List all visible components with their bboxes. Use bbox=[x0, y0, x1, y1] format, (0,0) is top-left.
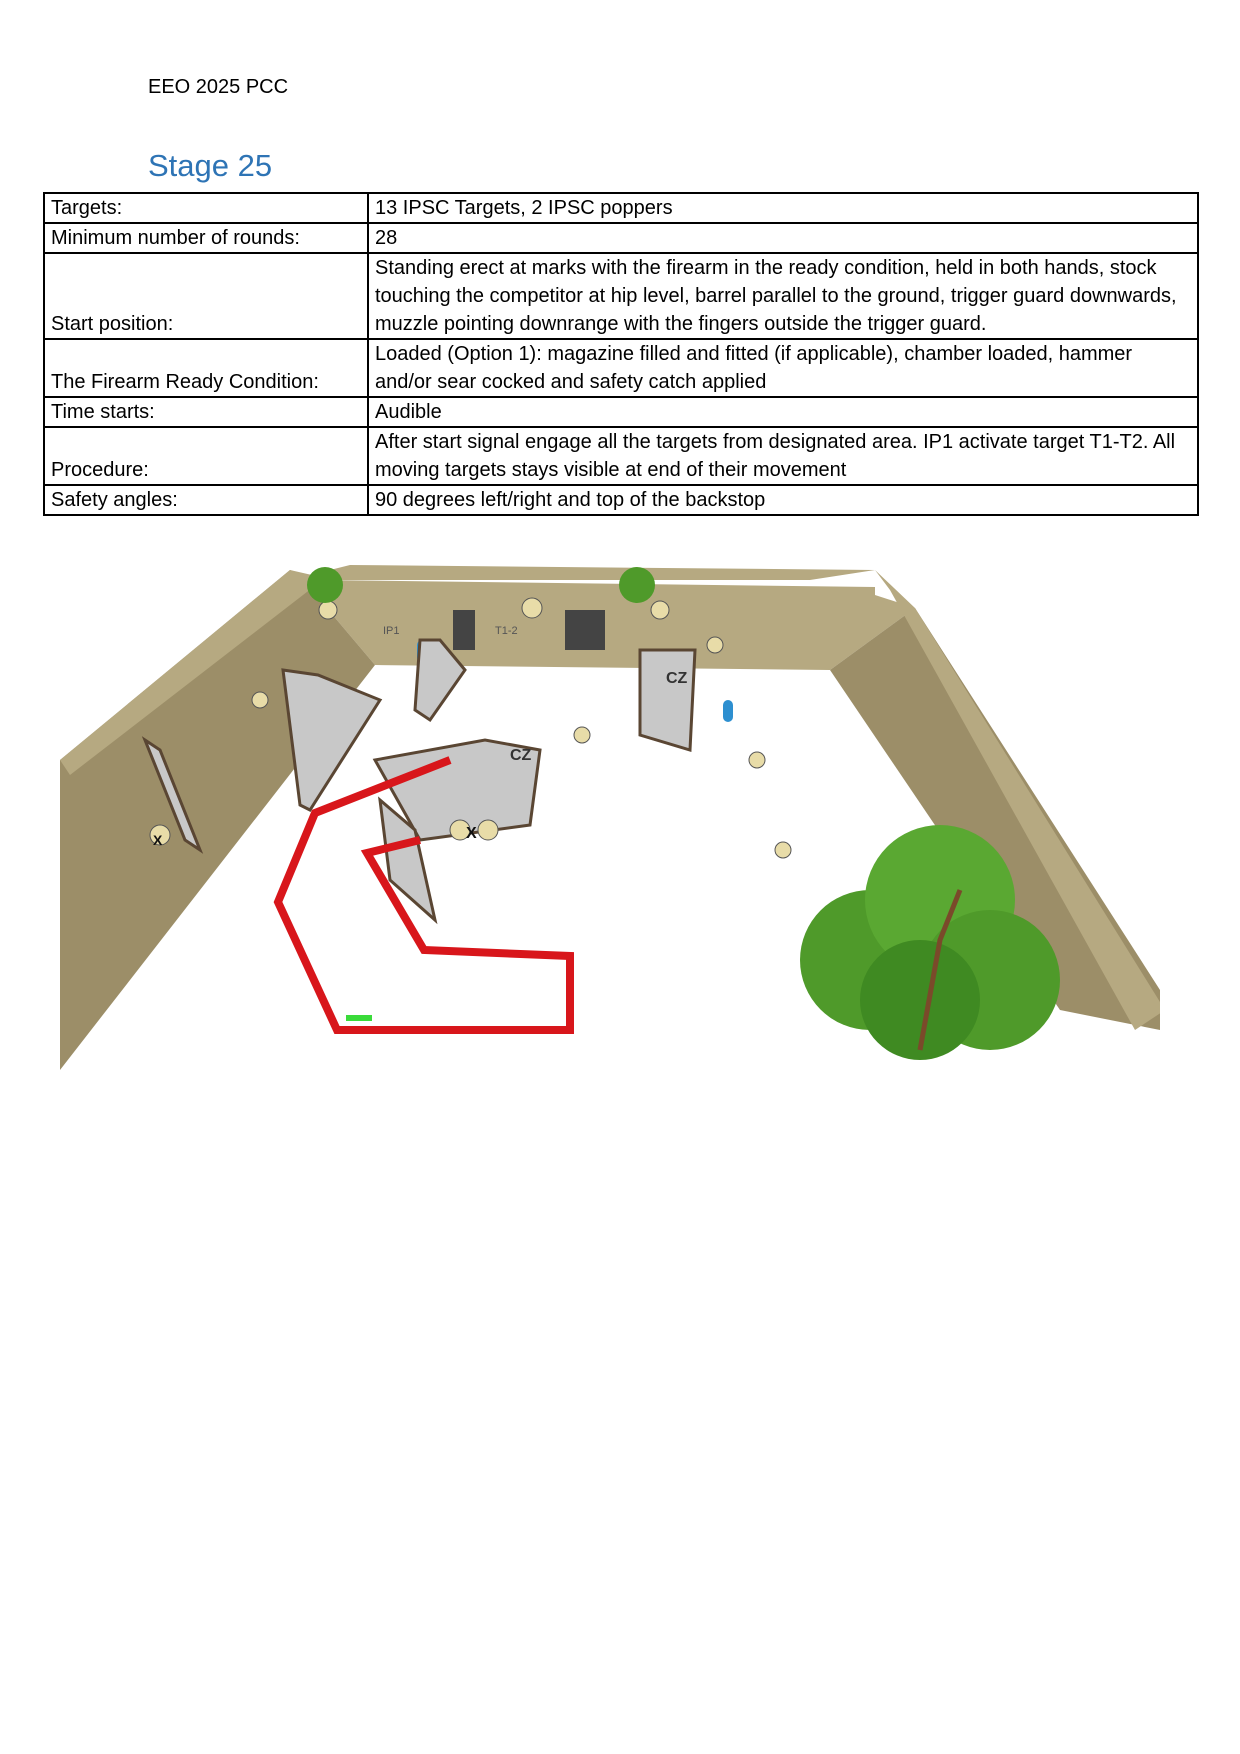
steel-cover bbox=[453, 610, 475, 650]
row-value: After start signal engage all the targets from designated area. IP1 activate target T1-T2. All moving targets stays visible at end of their movement bbox=[368, 427, 1198, 485]
table-row bbox=[44, 223, 1198, 253]
stage-diagram bbox=[60, 560, 1160, 1180]
row-label: Targets: bbox=[44, 193, 368, 223]
page-header: EEO 2025 PCC bbox=[148, 76, 289, 98]
row-label: Minimum number of rounds: bbox=[44, 223, 368, 253]
target bbox=[319, 601, 337, 619]
popper-right bbox=[723, 700, 733, 722]
cz-logo: CZ bbox=[510, 747, 532, 764]
target bbox=[651, 601, 669, 619]
row-value: Audible bbox=[368, 397, 1198, 427]
table-row bbox=[44, 193, 1198, 223]
target bbox=[522, 598, 542, 618]
back-wall bbox=[290, 565, 875, 580]
row-label: Start position: bbox=[44, 253, 368, 339]
small-tree bbox=[307, 567, 343, 603]
row-value: Standing erect at marks with the firearm in the ready condition, held in both hands, stock touching the competitor at hip level, barrel parallel to the ground, trigger guard downwards, muzzle pointing downrange with the fingers outside the trigger guard. bbox=[368, 253, 1198, 339]
panel-cz bbox=[640, 650, 695, 750]
row-label: Procedure: bbox=[44, 427, 368, 485]
target bbox=[707, 637, 723, 653]
small-tree bbox=[619, 567, 655, 603]
target bbox=[775, 842, 791, 858]
target bbox=[749, 752, 765, 768]
table-row bbox=[44, 485, 1198, 515]
t12-label: T1-2 bbox=[495, 625, 518, 637]
no-shoot-mark: X bbox=[466, 825, 477, 842]
row-value: 28 bbox=[368, 223, 1198, 253]
start-mark bbox=[346, 1015, 372, 1021]
target bbox=[252, 692, 268, 708]
table-row bbox=[44, 339, 1198, 397]
stage-info-table bbox=[43, 192, 1199, 516]
ip1-label: IP1 bbox=[383, 625, 400, 637]
cz-logo: CZ bbox=[666, 670, 688, 687]
no-shoot-mark: X bbox=[153, 832, 163, 848]
table-row bbox=[44, 397, 1198, 427]
row-value: Loaded (Option 1): magazine filled and fitted (if applicable), chamber loaded, hammer and/or sear cocked and safety catch applied bbox=[368, 339, 1198, 397]
target bbox=[574, 727, 590, 743]
row-label: The Firearm Ready Condition: bbox=[44, 339, 368, 397]
row-label: Time starts: bbox=[44, 397, 368, 427]
target bbox=[478, 820, 498, 840]
row-value: 90 degrees left/right and top of the backstop bbox=[368, 485, 1198, 515]
steel-cover bbox=[565, 610, 605, 650]
back-wall-face bbox=[320, 580, 915, 670]
table-row bbox=[44, 253, 1198, 339]
table-row bbox=[44, 427, 1198, 485]
stage-title: Stage 25 bbox=[148, 148, 273, 183]
row-label: Safety angles: bbox=[44, 485, 368, 515]
row-value: 13 IPSC Targets, 2 IPSC poppers bbox=[368, 193, 1198, 223]
